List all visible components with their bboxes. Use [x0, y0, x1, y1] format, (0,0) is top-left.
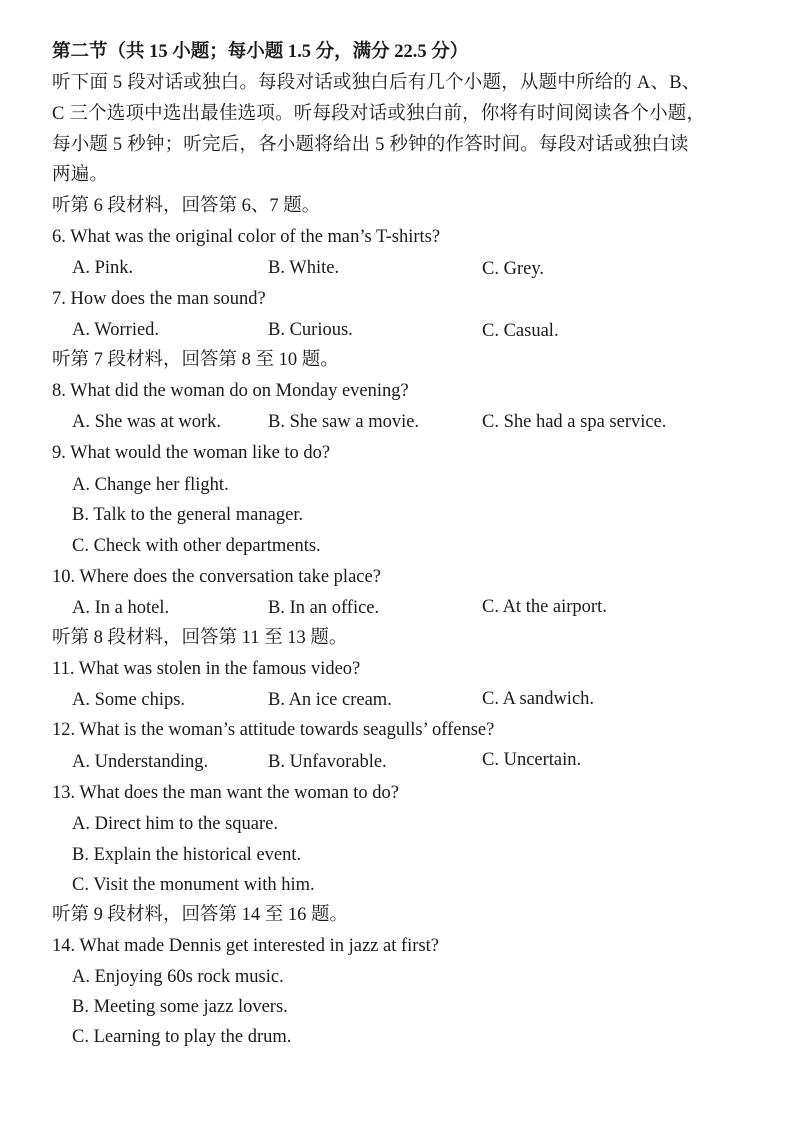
question-10: 10. Where does the conversation take place? — [52, 567, 381, 587]
material-header: 听第 8 段材料，回答第 11 至 13 题。 — [52, 628, 348, 648]
question-14: 14. What made Dennis get interested in jazz at first? — [52, 936, 439, 956]
option-b: B. She saw a movie. — [268, 412, 420, 432]
option-b: B. Curious. — [268, 320, 353, 340]
material-header: 听第 9 段材料，回答第 14 至 16 题。 — [52, 905, 349, 925]
option-a: A. Understanding. — [72, 752, 209, 772]
question-13: 13. What does the man want the woman to do? — [52, 783, 399, 803]
option-a: A. Pink. — [72, 258, 134, 278]
material-header: 听第 7 段材料，回答第 8 至 10 题。 — [52, 350, 339, 370]
option-a: A. Worried. — [72, 320, 160, 340]
option-b: B. Meeting some jazz lovers. — [72, 997, 288, 1017]
material-header: 听第 6 段材料，回答第 6、7 题。 — [52, 196, 321, 216]
instruction-line: C 三个选项中选出最佳选项。听每段对话或独白前，你将有时间阅读各个小题， — [52, 104, 706, 124]
instruction-line: 每小题 5 秒钟；听完后，各小题将给出 5 秒钟的作答时间。每段对话或独白读 — [52, 135, 689, 155]
option-c: C. Learning to play the drum. — [72, 1027, 292, 1047]
option-c: C. A sandwich. — [482, 689, 595, 709]
option-b: B. White. — [268, 258, 340, 278]
option-a: A. In a hotel. — [72, 598, 170, 618]
option-a: A. Enjoying 60s rock music. — [72, 967, 284, 987]
option-c: C. Uncertain. — [482, 750, 582, 770]
option-a: A. She was at work. — [72, 412, 222, 432]
option-c: C. Grey. — [482, 259, 544, 279]
option-a: A. Change her flight. — [72, 475, 229, 495]
question-11: 11. What was stolen in the famous video? — [52, 659, 361, 679]
option-c: C. Check with other departments. — [72, 536, 321, 556]
option-c: C. Visit the monument with him. — [72, 875, 315, 895]
option-b: B. Explain the historical event. — [72, 845, 302, 865]
question-12: 12. What is the woman’s attitude towards seagulls’ offense? — [52, 720, 495, 740]
option-c: C. At the airport. — [482, 597, 607, 617]
instruction-line: 两遍。 — [52, 165, 109, 185]
question-6: 6. What was the original color of the man’s T-shirts? — [52, 227, 441, 247]
option-b: B. Talk to the general manager. — [72, 505, 304, 525]
question-8: 8. What did the woman do on Monday evening? — [52, 381, 409, 401]
question-9: 9. What would the woman like to do? — [52, 443, 331, 463]
option-b: B. An ice cream. — [268, 690, 392, 710]
option-c: C. Casual. — [482, 321, 559, 341]
option-c: C. She had a spa service. — [482, 412, 667, 432]
option-b: B. In an office. — [268, 598, 380, 618]
option-a: A. Direct him to the square. — [72, 814, 279, 834]
instruction-line: 听下面 5 段对话或独白。每段对话或独白后有几个小题，从题中所给的 A、B、 — [52, 73, 701, 93]
section-heading: 第二节（共 15 小题；每小题 1.5 分，满分 22.5 分） — [52, 42, 469, 62]
option-b: B. Unfavorable. — [268, 752, 387, 772]
option-a: A. Some chips. — [72, 690, 186, 710]
question-7: 7. How does the man sound? — [52, 289, 266, 309]
